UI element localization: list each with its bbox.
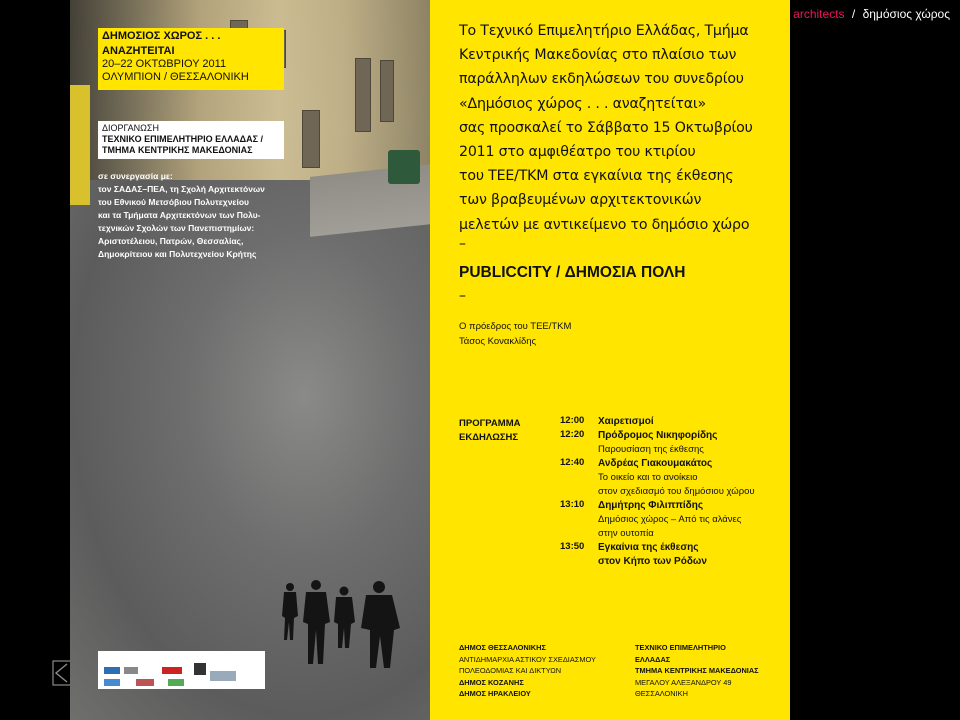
people-silhouettes	[276, 578, 406, 670]
invitation-text	[459, 19, 785, 237]
footer-line: ΔΗΜΟΣ ΗΡΑΚΛΕΙΟΥ	[459, 689, 531, 698]
previous-arrow-icon[interactable]	[52, 660, 72, 686]
intro-line: Το Τεχνικό Επιμελητήριο Ελλάδας, Τμήμα	[459, 23, 749, 39]
intro-line: «Δημόσιος χώρος . . . αναζητείται»	[459, 95, 706, 112]
collab-line: σε συνεργασία με:	[98, 171, 173, 181]
program-time: 13:10	[560, 499, 585, 510]
sponsor-logo	[168, 679, 184, 686]
sponsor-logo	[136, 679, 154, 686]
sponsor-logo	[104, 667, 120, 674]
program-schedule	[560, 415, 755, 569]
sponsor-logo	[210, 671, 236, 681]
footer-line: ΤΜΗΜΑ ΚΕΝΤΡΙΚΗΣ ΜΑΚΕΔΟΝΙΑΣ	[635, 666, 759, 675]
dash-separator: –	[459, 288, 466, 304]
window	[380, 60, 394, 122]
collab-line: του Εθνικού Μετσόβιου Πολυτεχνείου	[98, 197, 249, 207]
footer-line: ΤΕΧΝΙΚΟ ΕΠΙΜΕΛΗΤΗΡΙΟ	[635, 643, 726, 652]
footer-line: ΘΕΣΣΑΛΟΝΙΚΗ	[635, 689, 688, 698]
organizer-name: ΤΜΗΜΑ ΚΕΝΤΡΙΚΗΣ ΜΑΚΕΔΟΝΙΑΣ	[102, 145, 253, 155]
collab-line: τεχνικών Σχολών των Πανεπιστημίων:	[98, 223, 255, 233]
breadcrumb-separator: /	[851, 7, 856, 21]
footer-partners	[459, 642, 629, 700]
intro-line: σας προσκαλεί το Σάββατο 15 Οκτωβρίου	[459, 119, 753, 136]
president-line: Ο πρόεδρος του ΤΕΕ/ΤΚΜ	[459, 321, 572, 332]
poster-venue-line: ΟΛΥΜΠΙΟΝ / ΘΕΣΣΑΛΟΝΙΚΗ	[102, 71, 249, 83]
intro-line: 2011 στο αμφιθέατρο του κτιρίου	[459, 144, 696, 161]
poster-title-box	[98, 28, 284, 90]
poster-title-line: ΑΝΑΖΗΤΕΙΤΑΙ	[102, 45, 175, 57]
sponsor-logo	[194, 663, 206, 675]
footer-line: ΠΟΛΕΟΔΟΜΙΑΣ ΚΑΙ ΔΙΚΤΥΩΝ	[459, 666, 562, 675]
program-speaker: Ανδρέας Γιακουμακάτος	[598, 458, 713, 469]
program-time: 13:50	[560, 541, 585, 552]
organizer-label: ΔΙΟΡΓΑΝΩΣΗ	[102, 123, 159, 133]
dash-separator: –	[459, 236, 466, 252]
organizer-box	[98, 121, 284, 159]
program-item	[560, 415, 755, 429]
footer-address	[635, 642, 785, 700]
intro-line: παράλληλων εκδηλώσεων του συνεδρίου	[459, 71, 744, 88]
poster-title-line: ΔΗΜΟΣΙΟΣ ΧΩΡΟΣ . . .	[102, 30, 221, 42]
footer-line: ΑΝΤΙΔΗΜΑΡΧΙΑ ΑΣΤΙΚΟΥ ΣΧΕΔΙΑΣΜΟΥ	[459, 654, 596, 664]
program-description: Παρουσίαση της έκθεσης	[598, 444, 704, 455]
sponsors-box	[98, 651, 265, 689]
program-description: Δημόσιος χώρος – Από τις αλάνες	[598, 514, 742, 525]
collab-line: τον ΣΑΔΑΣ–ΠΕΑ, τη Σχολή Αρχιτεκτόνων	[98, 184, 265, 194]
program-description: Το οικείο και το ανοίκειο	[598, 472, 698, 483]
program-time: 12:20	[560, 429, 585, 440]
intro-line: μελετών με αντικείμενο το δημόσιο χώρο	[459, 216, 750, 233]
footer-line: ΕΛΛΑΔΑΣ	[635, 654, 671, 664]
program-speaker: Πρόδρομος Νικηφορίδης	[598, 430, 718, 441]
program-item	[560, 457, 755, 499]
section-link-architects[interactable]: architects	[793, 7, 845, 21]
program-speaker: Εγκαίνια της έκθεσης	[598, 542, 699, 553]
program-description: στον Κήπο των Ρόδων	[598, 556, 707, 567]
program-speaker: Δημήτρης Φιλιππίδης	[598, 500, 704, 511]
yellow-pole	[70, 85, 90, 205]
sponsor-logo	[104, 679, 120, 686]
poster-date-line: 20–22 ΟΚΤΩΒΡΙΟΥ 2011	[102, 58, 227, 70]
sponsor-logo	[124, 667, 138, 674]
window	[302, 110, 320, 168]
collaboration-text	[98, 170, 298, 261]
program-label-line: ΕΚΔΗΛΩΣΗΣ	[459, 432, 519, 443]
program-item	[560, 429, 755, 457]
program-time: 12:00	[560, 415, 585, 426]
footer-line: ΔΗΜΟΣ ΚΟΖΑΝΗΣ	[459, 677, 524, 687]
president-line: Τάσος Κονακλίδης	[459, 335, 537, 347]
collab-line: Δημοκρίτειου και Πολυτεχνείου Κρήτης	[98, 249, 257, 259]
collab-line: Αριστοτέλειου, Πατρών, Θεσσαλίας,	[98, 236, 244, 246]
program-time: 12:40	[560, 457, 585, 468]
program-item	[560, 499, 755, 541]
collab-line: και τα Τμήματα Αρχιτεκτόνων των Πολυ-	[98, 210, 261, 220]
program-item	[560, 541, 755, 569]
intro-line: Κεντρικής Μακεδονίας στο πλαίσιο των	[459, 47, 737, 64]
footer-line: ΔΗΜΟΣ ΘΕΣΣΑΛΟΝΙΚΗΣ	[459, 643, 546, 652]
footer-line: ΜΕΓΑΛΟΥ ΑΛΕΞΑΝΔΡΟΥ 49	[635, 677, 732, 687]
president-signature	[459, 320, 571, 349]
invitation-panel	[430, 0, 790, 720]
exhibit-title: PUBLICCITY / ΔΗΜΟΣΙΑ ΠΟΛΗ	[459, 264, 686, 281]
green-bin	[388, 150, 420, 184]
intro-line: του ΤΕΕ/ΤΚΜ στα εγκαίνια της έκθεσης	[459, 168, 734, 185]
organizer-name: ΤΕΧΝΙΚΟ ΕΠΙΜΕΛΗΤΗΡΙΟ ΕΛΛΑΔΑΣ /	[102, 134, 263, 144]
program-label-line: ΠΡΟΓΡΑΜΜΑ	[459, 418, 521, 429]
program-speaker: Χαιρετισμοί	[598, 416, 654, 427]
intro-line: των βραβευμένων αρχιτεκτονικών	[459, 192, 702, 209]
program-label	[459, 417, 520, 445]
program-description: στον σχεδιασμό του δημόσιου χώρου	[598, 486, 755, 497]
page-link-public-space[interactable]: δημόσιος χώρος	[862, 7, 950, 21]
program-description: στην ουτοπία	[598, 528, 654, 539]
sponsor-logo	[162, 667, 182, 674]
window	[355, 58, 371, 132]
